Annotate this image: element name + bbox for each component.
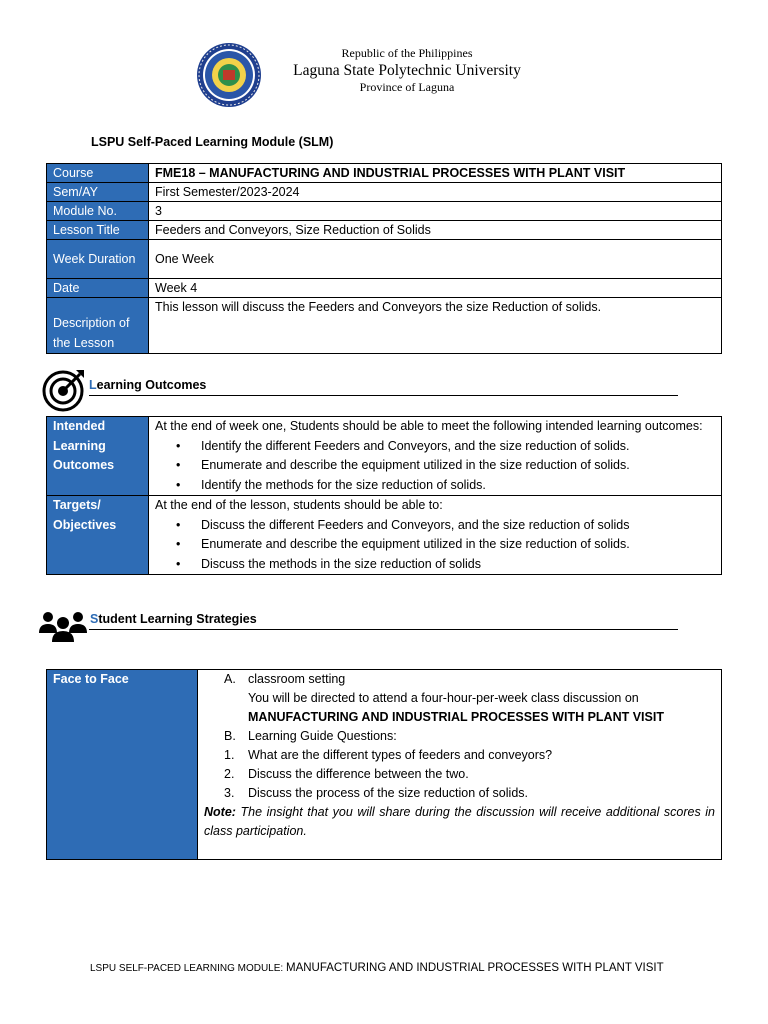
sem-ay-label: Sem/AY [47, 183, 149, 202]
description-value: This lesson will discuss the Feeders and Conveyors the size Reduction of solids. [149, 298, 722, 354]
sem-ay-value: First Semester/2023-2024 [149, 183, 722, 202]
ilo-item: • Identify the different Feeders and Conveyors, and the size reduction of solids. [201, 437, 715, 457]
footer-title: MANUFACTURING AND INDUSTRIAL PROCESSES WITH PLANT VISIT [285, 962, 664, 974]
ilo-item: • Enumerate and describe the equipment utilized in the size reduction of solids. [201, 456, 715, 476]
strategies-heading [90, 612, 257, 626]
targets-item: • Discuss the methods in the size reduction of solids [201, 555, 715, 575]
strategies-note [204, 803, 715, 841]
strategy-b: B. Learning Guide Questions: [224, 729, 397, 743]
description-label: Description of the Lesson [47, 298, 149, 354]
strategy-a: A. classroom setting [224, 672, 346, 686]
strategies-content [198, 670, 722, 860]
week-duration-value: One Week [149, 240, 722, 279]
target-icon [42, 368, 86, 412]
strategies-rule [89, 629, 678, 630]
ilo-label: Intended Learning Outcomes [47, 417, 149, 496]
strategy-a-course: MANUFACTURING AND INDUSTRIAL PROCESSES WITH PLANT VISIT [248, 710, 664, 724]
header-province: Province of Laguna [359, 80, 455, 94]
date-label: Date [47, 279, 149, 298]
lesson-title-label: Lesson Title [47, 221, 149, 240]
course-label: Course [47, 164, 149, 183]
question-item: 1. What are the different types of feeders and conveyors? [224, 748, 553, 762]
ilo-intro: At the end of week one, Students should be able to meet the following intended learning outcomes: [155, 419, 703, 433]
university-header [270, 46, 544, 95]
lesson-title-value: Feeders and Conveyors, Size Reduction of Solids [149, 221, 722, 240]
header-university: Laguna State Polytechnic University [293, 62, 521, 79]
strategies-rest: tudent Learning Strategies [98, 612, 257, 626]
note-text: The insight that you will share during the discussion will receive additional scores in class participation. [204, 805, 715, 838]
learning-outcomes-rest: earning Outcomes [96, 378, 207, 392]
strategy-a-text: classroom setting [248, 672, 346, 686]
ilo-item: • Identify the methods for the size reduction of solids. [201, 476, 715, 496]
strategies-table [46, 669, 722, 860]
question-item: 3. Discuss the process of the size reduction of solids. [224, 786, 528, 800]
strategies-cap: S [90, 612, 99, 626]
header-republic: Republic of the Philippines [341, 46, 473, 60]
strategy-a-desc: You will be directed to attend a four-hour-per-week class discussion on MANUFACTURING AND INDUSTRIAL PROCESSES WITH PLANT VISIT [248, 691, 664, 724]
course-value: FME18 – MANUFACTURING AND INDUSTRIAL PROCESSES WITH PLANT VISIT [149, 164, 722, 183]
targets-label: Targets/ Objectives [47, 496, 149, 575]
date-value: Week 4 [149, 279, 722, 298]
ilo-list [155, 437, 715, 496]
footer-prefix: LSPU SELF-PACED LEARNING MODULE: [90, 963, 286, 974]
outcomes-table [46, 416, 722, 575]
targets-intro: At the end of the lesson, students should be able to: [155, 498, 443, 512]
targets-list [155, 516, 715, 575]
module-no-label: Module No. [47, 202, 149, 221]
module-no-value: 3 [149, 202, 722, 221]
question-item: 2. Discuss the difference between the two. [224, 767, 469, 781]
week-duration-label: Week Duration [47, 240, 149, 279]
learning-outcomes-cap: L [89, 378, 97, 392]
university-seal-logo [196, 42, 262, 108]
targets-item: • Enumerate and describe the equipment utilized in the size reduction of solids. [201, 535, 715, 555]
page-footer [90, 962, 664, 974]
course-info-table [46, 163, 722, 354]
strategy-b-text: Learning Guide Questions: [248, 729, 397, 743]
note-label: Note: [204, 805, 236, 819]
module-title: LSPU Self-Paced Learning Module (SLM) [91, 135, 334, 149]
ilo-content [149, 417, 722, 496]
learning-outcomes-heading [89, 378, 206, 392]
targets-content [149, 496, 722, 575]
face-to-face-label: Face to Face [47, 670, 198, 860]
group-people-icon [38, 609, 88, 643]
targets-item: • Discuss the different Feeders and Conveyors, and the size reduction of solids [201, 516, 715, 536]
learning-outcomes-rule [89, 395, 678, 396]
